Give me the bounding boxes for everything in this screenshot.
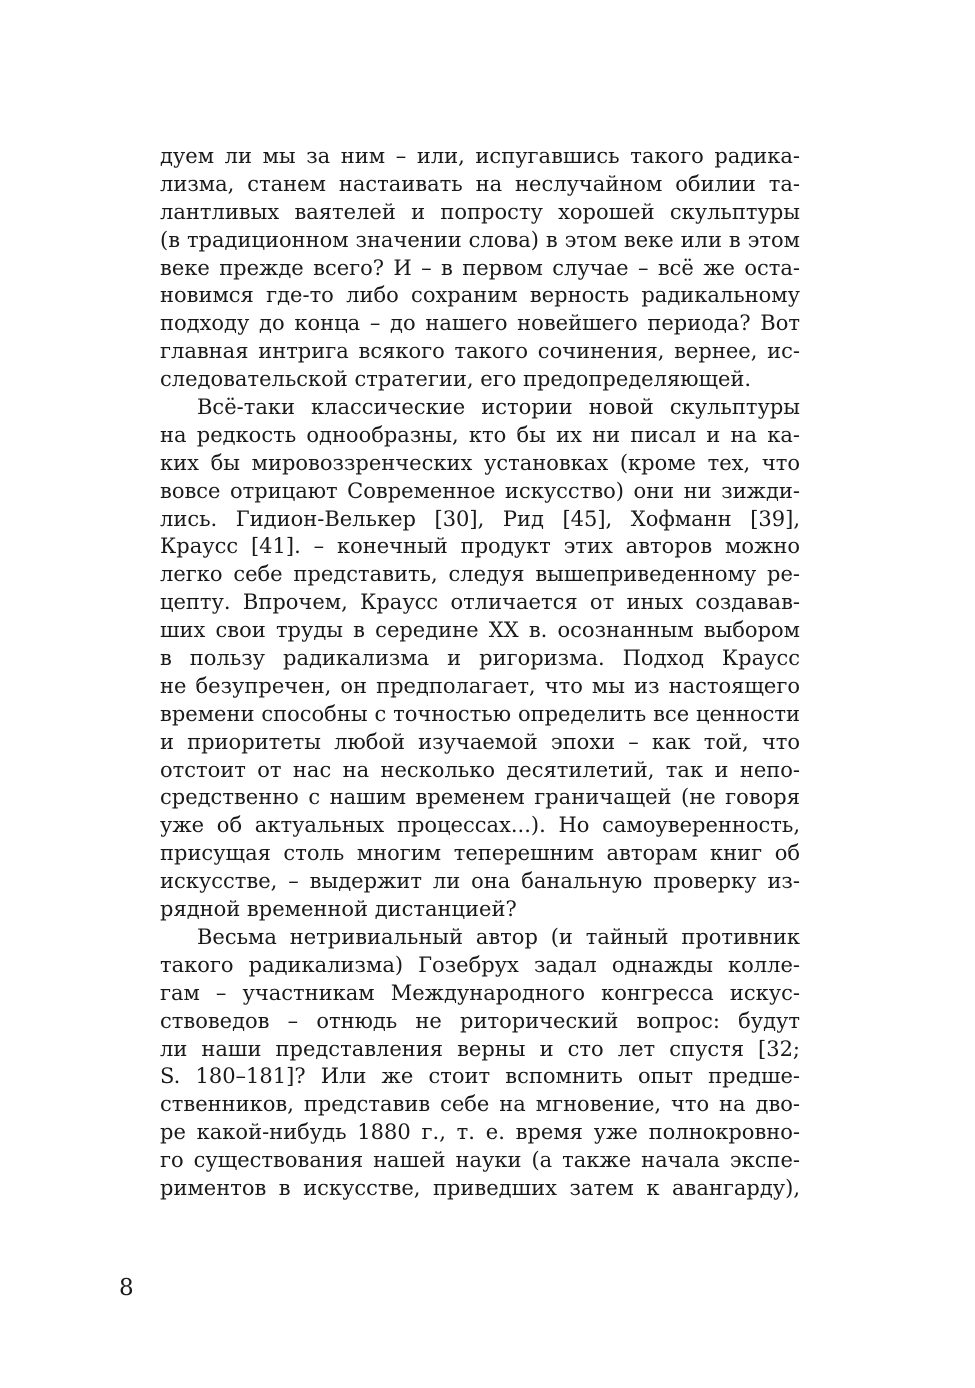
text-line: уже об актуальных процессах...). Но самоуверенность, — [160, 813, 800, 838]
text-line: веке прежде всего? И – в первом случае – всё же оста- — [160, 255, 800, 280]
text-line: цепту. Впрочем, Краусс отличается от иных создавав- — [160, 590, 800, 615]
text-line: лись. Гидион-Велькер [30], Рид [45], Хофманн [39], — [160, 506, 800, 531]
text-line: новимся где-то либо сохраним верность радикальному — [160, 283, 800, 308]
text-line: гам – участникам Международного конгресса искус- — [160, 980, 800, 1005]
page-number: 8 — [119, 1275, 134, 1301]
text-line: риментов в искусстве, приведших затем к авангарду), — [160, 1175, 800, 1200]
text-line: Краусс [41]. – конечный продукт этих авторов можно — [160, 534, 800, 559]
text-line: ствоведов – отнюдь не риторический вопрос: будут — [160, 1008, 800, 1033]
text-line: рядной временной дистанцией? — [160, 897, 517, 922]
text-line: главная интрига всякого такого сочинения, вернее, ис- — [160, 339, 800, 364]
text-line: лантливых ваятелей и попросту хорошей скульптуры — [160, 199, 800, 224]
text-line: Всё-таки классические истории новой скульптуры — [197, 395, 800, 420]
text-line: ли наши представления верны и сто лет спустя [32; — [160, 1036, 800, 1061]
text-line: легко себе представить, следуя вышеприведенному ре- — [160, 562, 800, 587]
text-line: ких бы мировоззренческих установках (кроме тех, что — [160, 450, 800, 475]
text-line: дуем ли мы за ним – или, испугавшись такого радика- — [160, 144, 800, 168]
text-line: ших свои труды в середине XX в. осознанным выбором — [160, 618, 800, 643]
text-line: вовсе отрицают Современное искусство) они ни зижди- — [160, 478, 800, 503]
text-line: Весьма нетривиальный автор (и тайный противник — [197, 924, 800, 949]
text-line: средственно с нашим временем граничащей (не говоря — [160, 785, 800, 810]
text-line: отстоит от нас на несколько десятилетий, так и непо- — [160, 757, 800, 782]
text-line: подходу до конца – до нашего новейшего периода? Вот — [160, 311, 800, 336]
text-line: искусстве, – выдержит ли она банальную проверку из- — [160, 869, 800, 894]
text-line: (в традиционном значении слова) в этом веке или в этом — [160, 227, 800, 252]
text-line: такого радикализма) Гозебрух задал однажды колле- — [160, 952, 800, 977]
text-line: лизма, станем настаивать на неслучайном обилии та- — [160, 171, 800, 196]
text-line: го существования нашей науки (а также начала экспе- — [160, 1148, 800, 1173]
text-line: ственников, представив себе на мгновение, что на дво- — [160, 1092, 800, 1117]
text-line: ре какой-нибудь 1880 г., т. е. время уже полнокровно- — [160, 1120, 800, 1145]
text-line: в пользу радикализма и ригоризма. Подход Краусс — [160, 646, 800, 671]
text-line: S. 180–181]? Или же стоит вспомнить опыт предше- — [160, 1064, 800, 1089]
text-line: на редкость однообразны, кто бы их ни писал и на ка- — [160, 422, 800, 447]
text-line: присущая столь многим теперешним авторам книг об — [160, 841, 800, 866]
text-line: и приоритеты любой изучаемой эпохи – как той, что — [160, 729, 800, 754]
body-text — [160, 143, 800, 1203]
text-line: следовательской стратегии, его предопределяющей. — [160, 367, 752, 392]
text-line: не безупречен, он предполагает, что мы из настоящего — [160, 673, 800, 698]
text-line: времени способны с точностью определить все ценности — [160, 701, 800, 726]
